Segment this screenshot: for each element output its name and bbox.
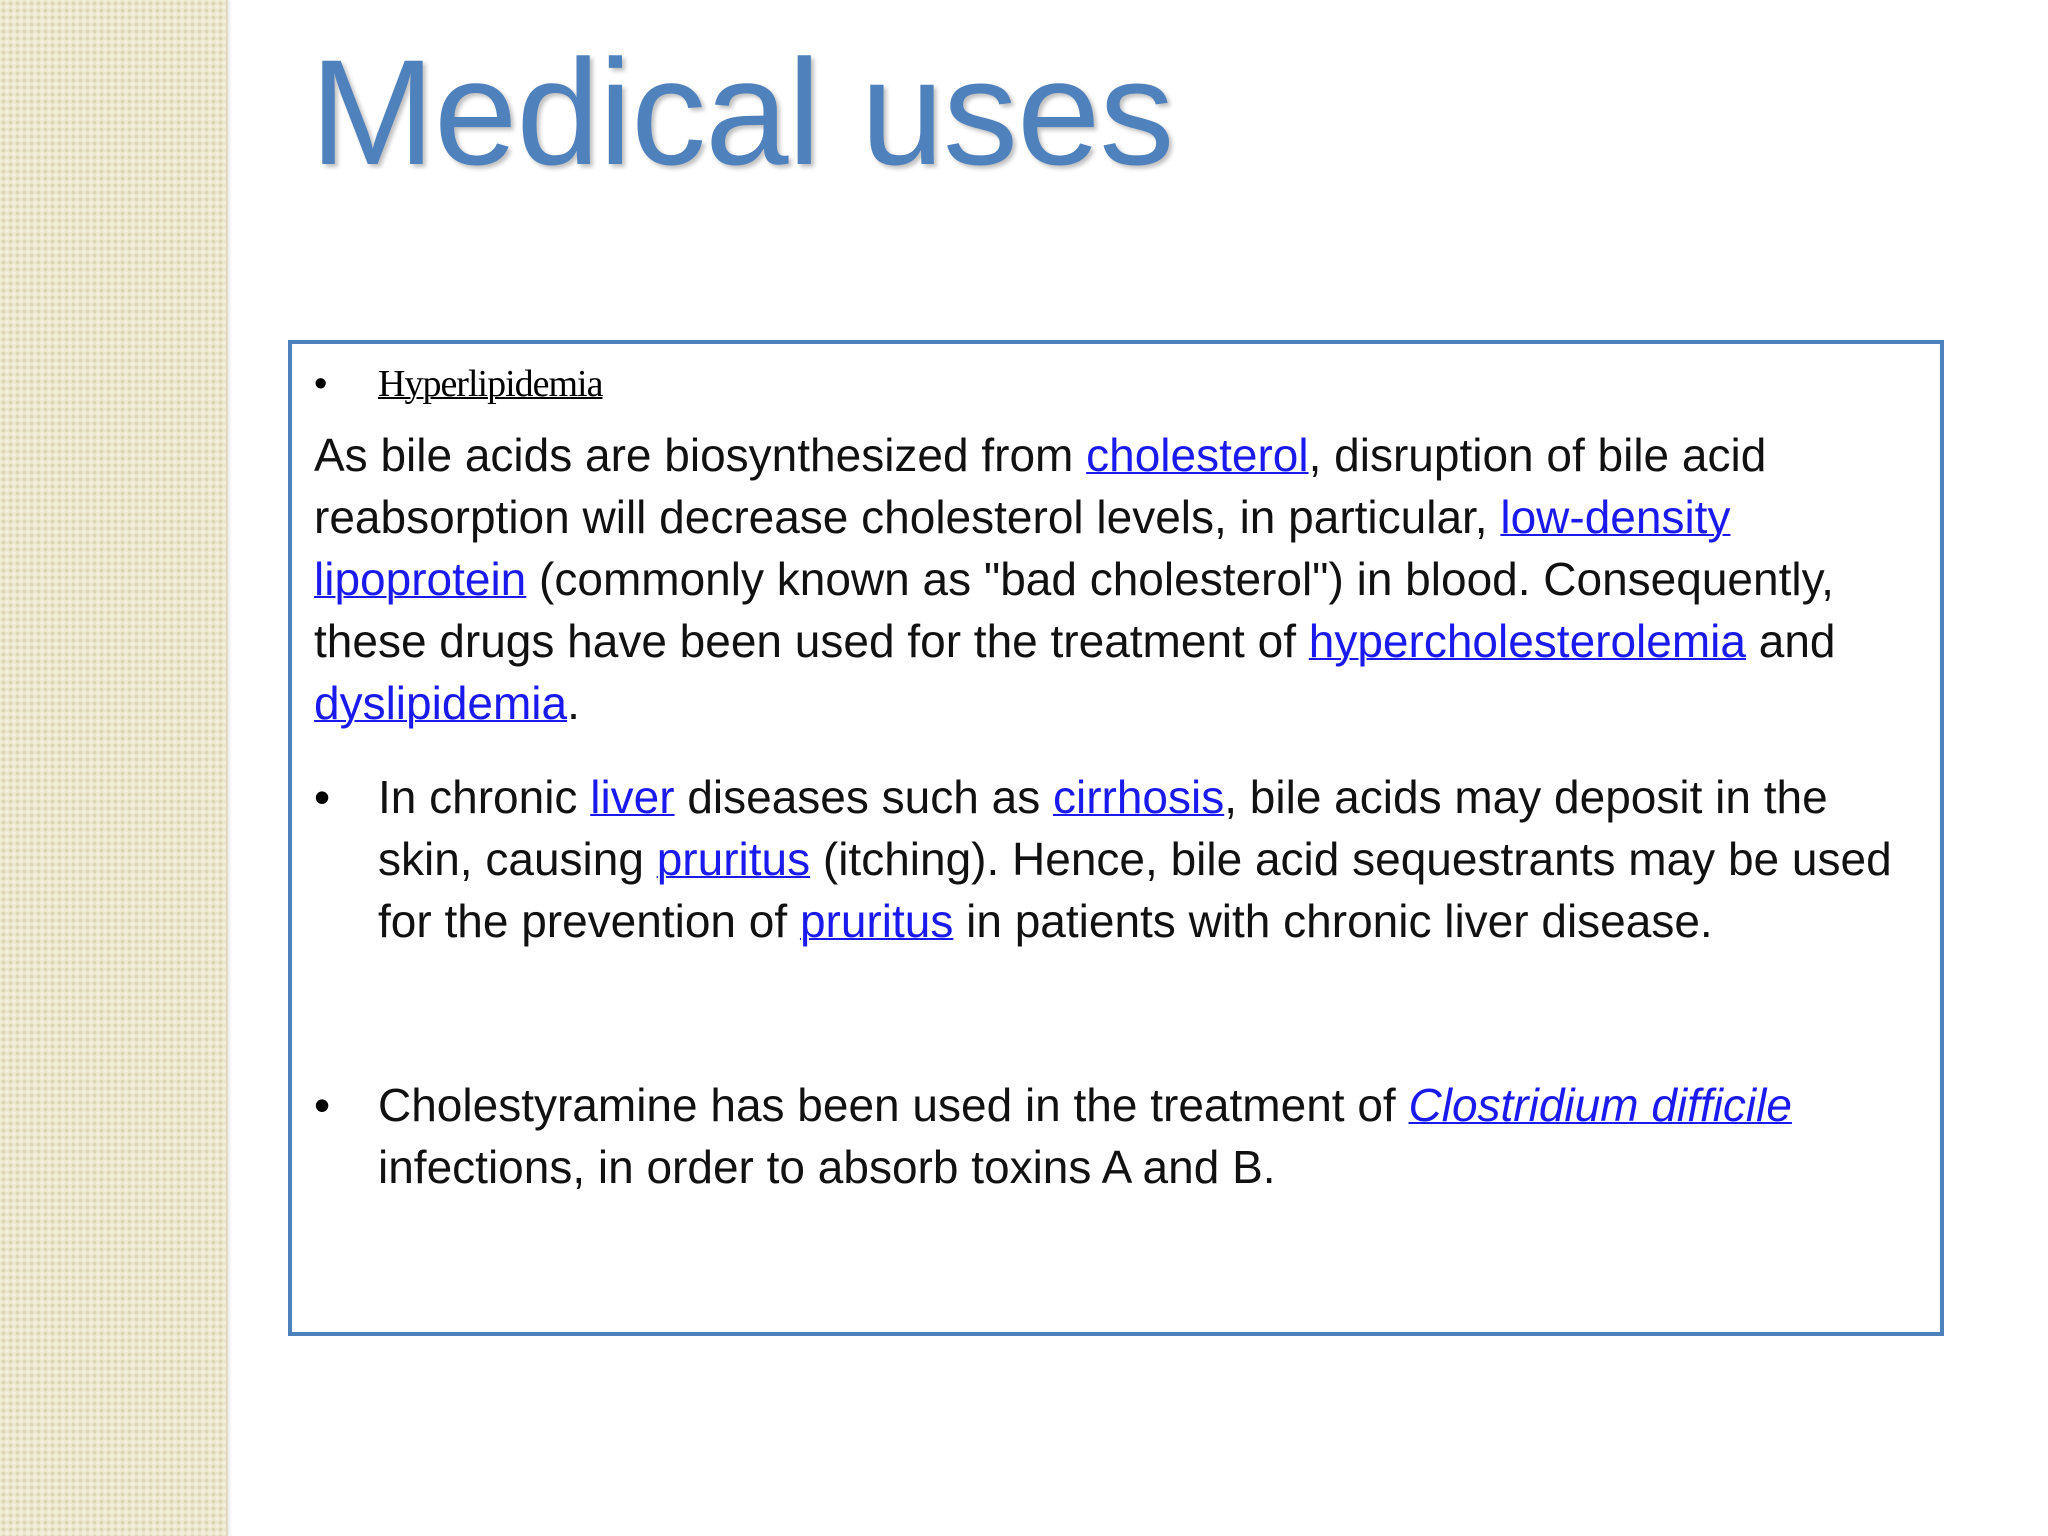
text-span: and [1745, 615, 1836, 667]
text-span: As bile acids are biosynthesized from [314, 429, 1087, 481]
link-dyslipidemia[interactable]: dyslipidemia [314, 677, 568, 729]
text-span: , bile acids may deposit in the skin, causing [378, 771, 1828, 885]
bullet-icon: • [314, 363, 328, 405]
heading-bullet-row [314, 358, 1916, 410]
text-span: infections, in order to absorb toxins A and B. [378, 1141, 1276, 1193]
text-span: . [567, 677, 580, 729]
text-span: (commonly known as "bad cholesterol") in blood. Consequently, these drugs have been used for the treatment of [314, 553, 1834, 667]
content-box [288, 340, 1944, 1336]
section-heading: Hyperlipidemia [378, 363, 603, 405]
link-cirrhosis[interactable]: cirrhosis [1052, 771, 1225, 823]
clostridium-bullet [314, 1074, 1916, 1198]
link-clostridium-difficile[interactable]: Clostridium difficile [1408, 1079, 1792, 1131]
text-span: diseases such as [674, 771, 1053, 823]
link-cholesterol[interactable]: cholesterol [1086, 429, 1309, 481]
decorative-side-strip [0, 0, 228, 1536]
link-hypercholesterolemia[interactable]: hypercholesterolemia [1308, 615, 1746, 667]
text-span: in patients with chronic liver disease. [953, 895, 1713, 947]
hyperlipidemia-paragraph [314, 424, 1850, 734]
link-pruritus[interactable]: pruritus [656, 833, 811, 885]
link-pruritus-2[interactable]: pruritus [799, 895, 954, 947]
text-span: Cholestyramine has been used in the treatment of [378, 1079, 1409, 1131]
liver-disease-bullet [314, 766, 1916, 952]
link-low-density-lipoprotein[interactable]: low-density lipoprotein [314, 491, 1731, 605]
slide-title: Medical uses [310, 28, 1174, 196]
bullet-text [378, 766, 1916, 952]
link-liver[interactable]: liver [590, 771, 675, 823]
bullet-icon: • [314, 771, 331, 823]
bullet-icon: • [314, 1079, 331, 1131]
bullet-text [378, 1074, 1916, 1198]
text-span: In chronic [378, 771, 591, 823]
text-span: , disruption of bile acid reabsorption will decrease cholesterol levels, in particular, [314, 429, 1767, 543]
text-span: (itching). Hence, bile acid sequestrants may be used for the prevention of [378, 833, 1892, 947]
